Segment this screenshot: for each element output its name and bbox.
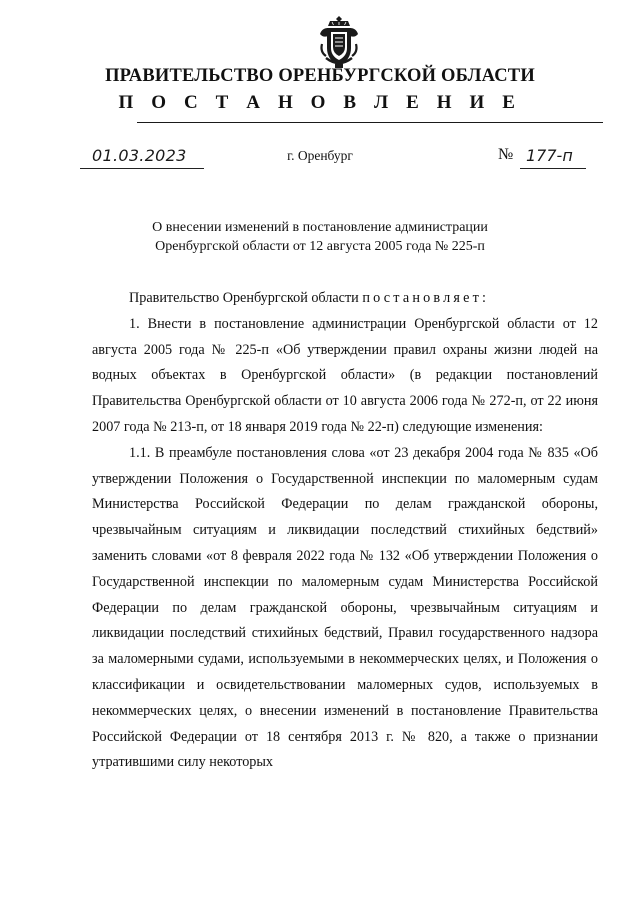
decree-number-field [520, 144, 586, 169]
item-1-1-paragraph: 1.1. В преамбуле постановления слова «от 23 декабря 2004 года № 835 «Об утверждении Положения о Государственной инспекции по маломерным судам Министерства Российской Федерации по делам гражданской обороны, чрезвычайным ситуациям и ликвидации последствий стихийных бедствий» заменить словами «от 8 февраля 2022 года № 132 «Об утверждении Положения о Государственной инспекции по маломерным судам Министерства Российской Федерации по делам гражданской обороны, чрезвычайным ситуациям и ликвидации последствий стихийных бедствий, Правил государственного надзора за маломерными судами, используемыми в некоммерческих целях, и Положения о классификации и освидетельствовании маломерных судов, используемых в некоммерческих целях, о внесении изменений в постановление Правительства Российской Федерации от 18 сентября 2013 г. № 820, а также о признании утратившими силу некоторых [92, 444, 598, 771]
subject-line-2: Оренбургской области от 12 августа 2005 года № 225-п [155, 239, 485, 254]
document-type-heading: П О С Т А Н О В Л Е Н И Е [118, 92, 522, 113]
decree-body [92, 286, 598, 776]
decree-meta-row [0, 144, 640, 170]
header-divider [137, 122, 603, 123]
preamble-paragraph [92, 286, 598, 312]
coat-of-arms-emblem [316, 14, 362, 70]
preamble-colon: : [482, 290, 486, 306]
item-1-paragraph: 1. Внести в постановление администрации Оренбургской области от 12 августа 2005 года № 225-п «Об утверждении правил охраны жизни людей на водных объектах в Оренбургской области» (в редакции постановлений Правительства Оренбургской области от 10 августа 2006 года № 272-п, от 22 июня 2007 года № 213-п, от 18 января 2019 года № 22-п) следующие изменения: [92, 315, 598, 435]
preamble-text: Правительство Оренбургской области [129, 290, 363, 306]
government-name-heading: ПРАВИТЕЛЬСТВО ОРЕНБУРГСКОЙ ОБЛАСТИ [105, 66, 535, 86]
issue-city: г. Оренбург [287, 148, 353, 163]
decree-number: 177-п [526, 146, 573, 165]
subject-line-1: О внесении изменений в постановление администрации [152, 220, 488, 235]
number-sign: № [498, 146, 514, 163]
decree-date: 01.03.2023 [92, 146, 187, 165]
preamble-spaced-word: постановляет [362, 290, 483, 306]
decree-subject [0, 218, 640, 256]
